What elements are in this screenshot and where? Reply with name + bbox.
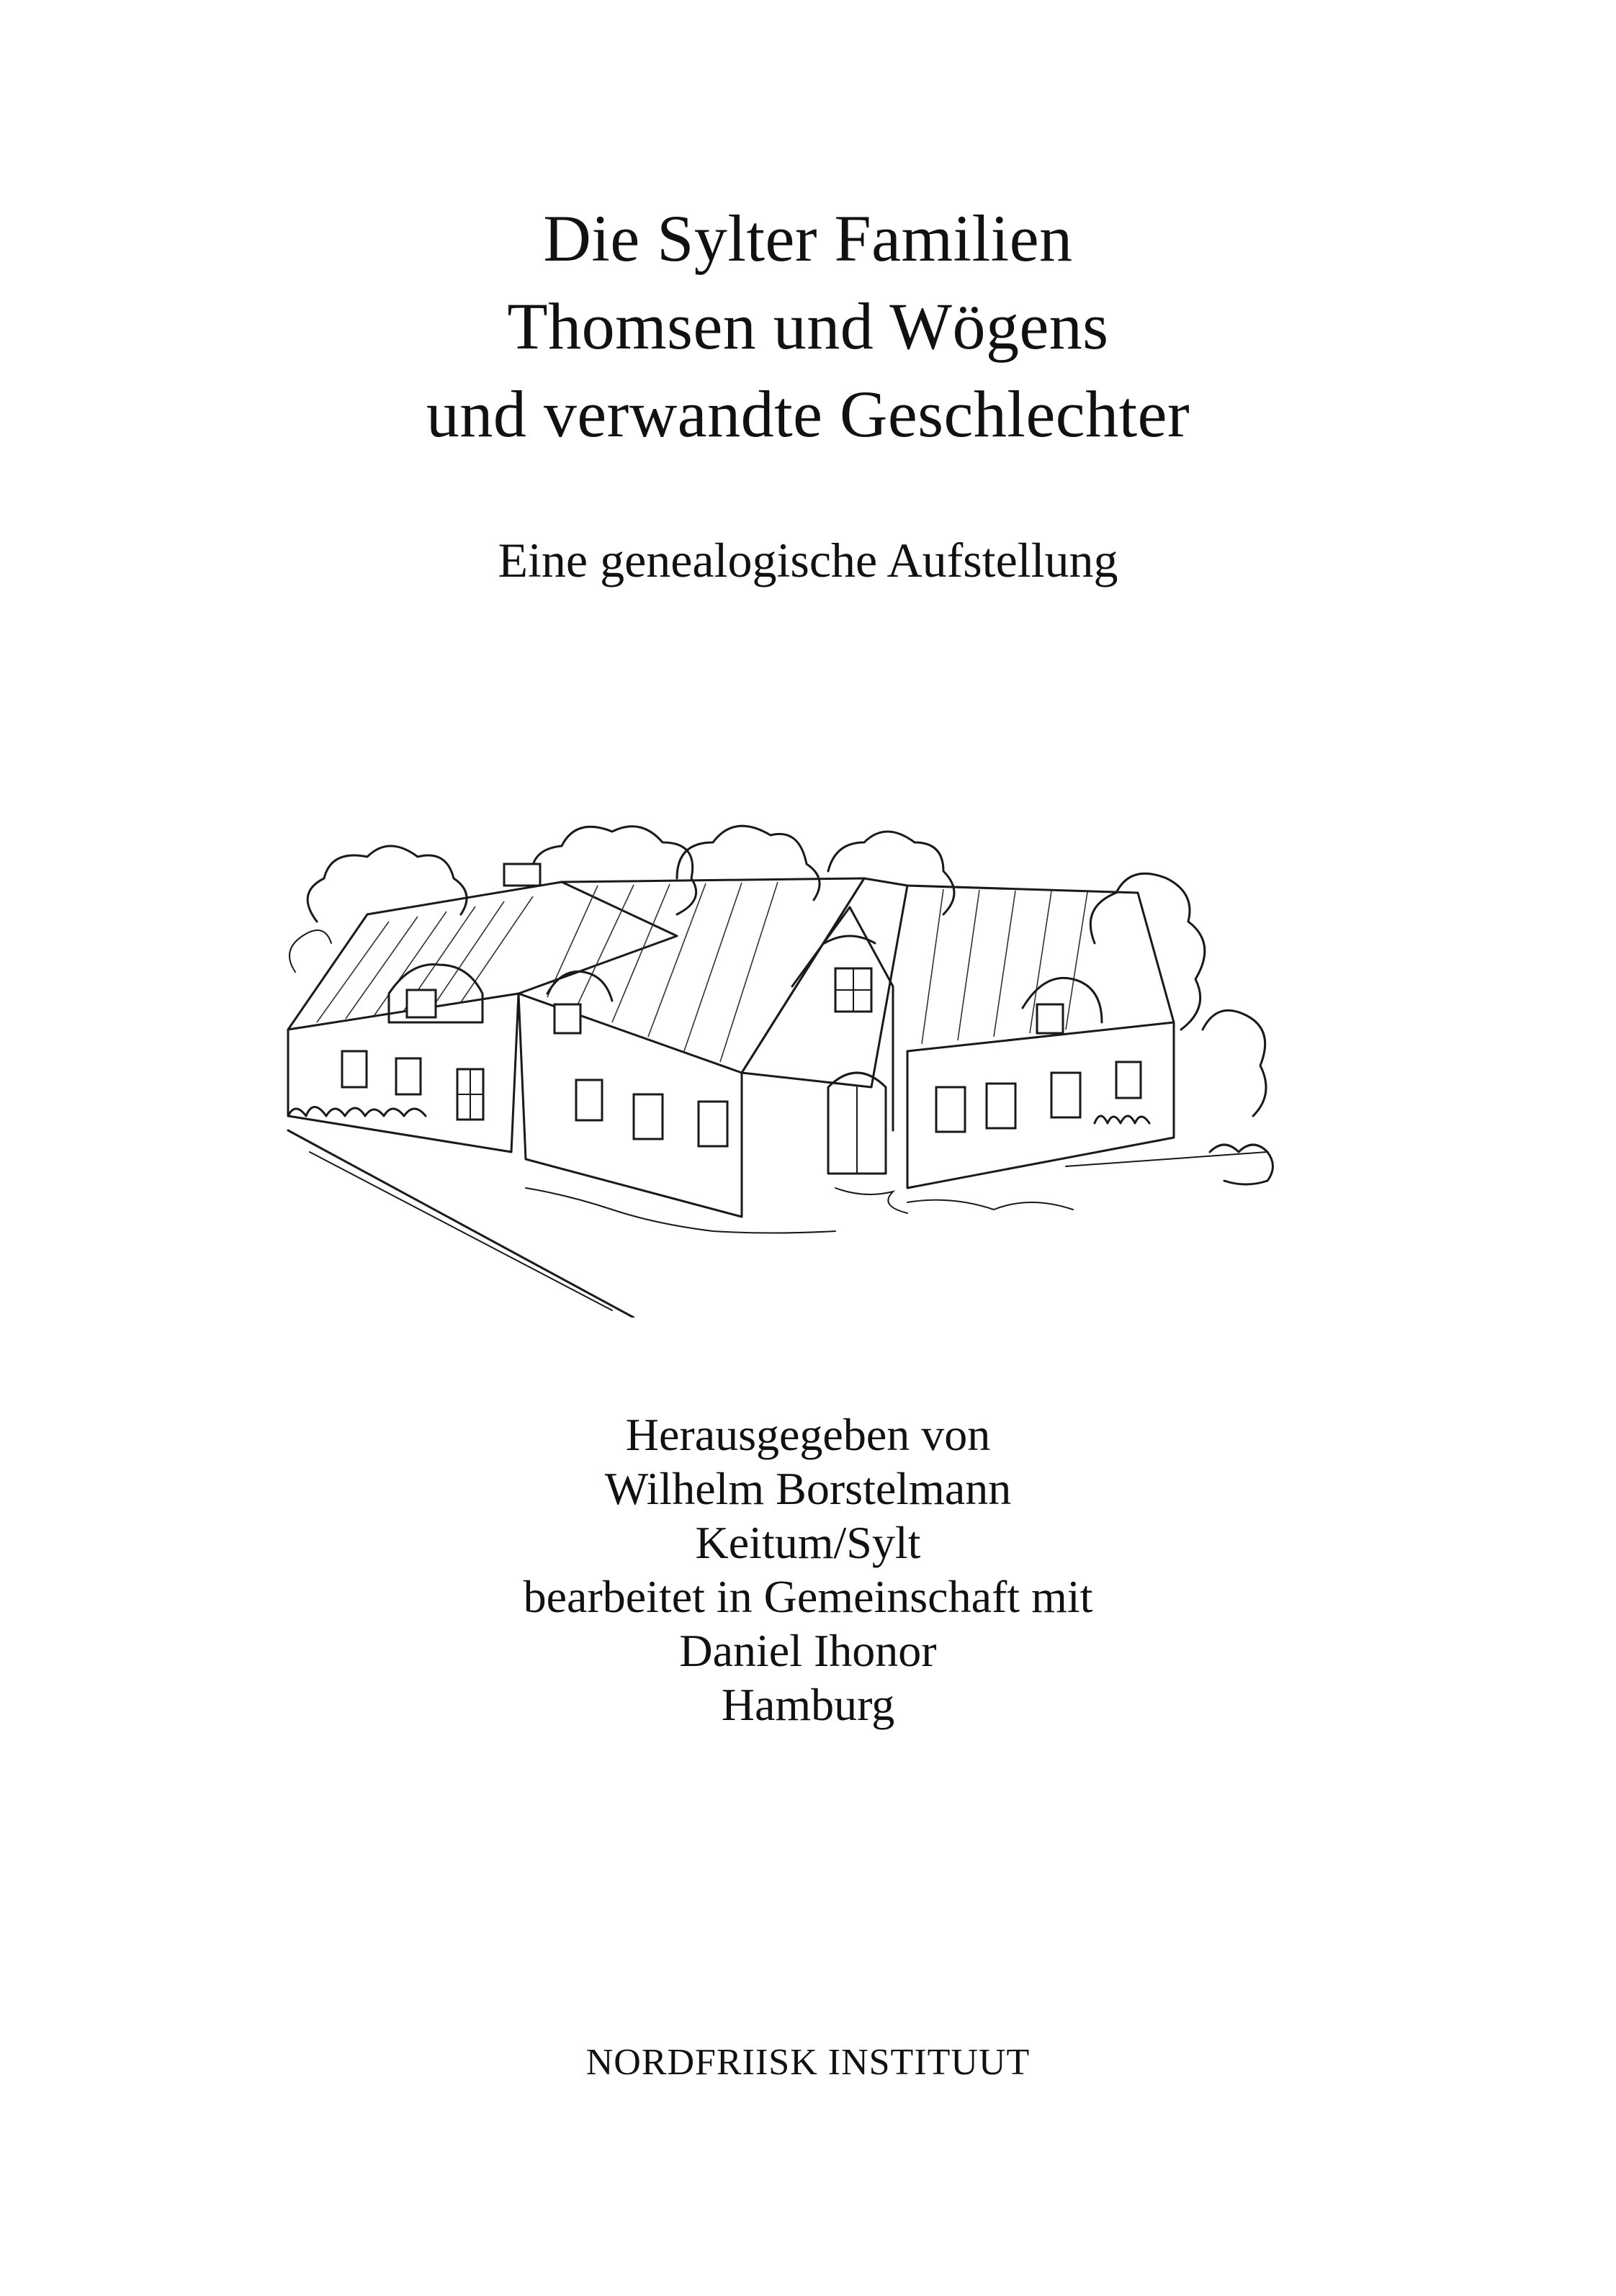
credit-collab-name: Daniel Ihonor: [679, 1625, 937, 1676]
right-wing: [907, 886, 1174, 1188]
ground: [288, 1130, 1273, 1318]
title-line-2: Thomsen und Wögens: [507, 289, 1109, 363]
title-line-3: und verwandte Geschlechter: [426, 377, 1190, 451]
title-line-1: Die Sylter Familien: [543, 202, 1073, 275]
credit-editor-label: Herausgegeben von: [625, 1409, 991, 1460]
publisher-name: NORDFRIISK INSTITUUT: [585, 2042, 1031, 2083]
credits-block: [0, 1408, 1616, 1732]
credit-collab-label: bearbeitet in Gemeinschaft mit: [523, 1571, 1093, 1622]
credit-editor-name: Wilhelm Borstelmann: [604, 1463, 1012, 1514]
credit-collab-place: Hamburg: [721, 1679, 895, 1730]
book-subtitle: Eine genealogische Aufstellung: [498, 533, 1118, 587]
book-title: [0, 194, 1616, 458]
front-gable: [742, 878, 907, 1174]
house-drawing: [274, 814, 1296, 1318]
house-illustration: [274, 814, 1296, 1318]
middle-wing: [519, 878, 864, 1217]
credit-editor-place: Keitum/Sylt: [695, 1517, 921, 1568]
